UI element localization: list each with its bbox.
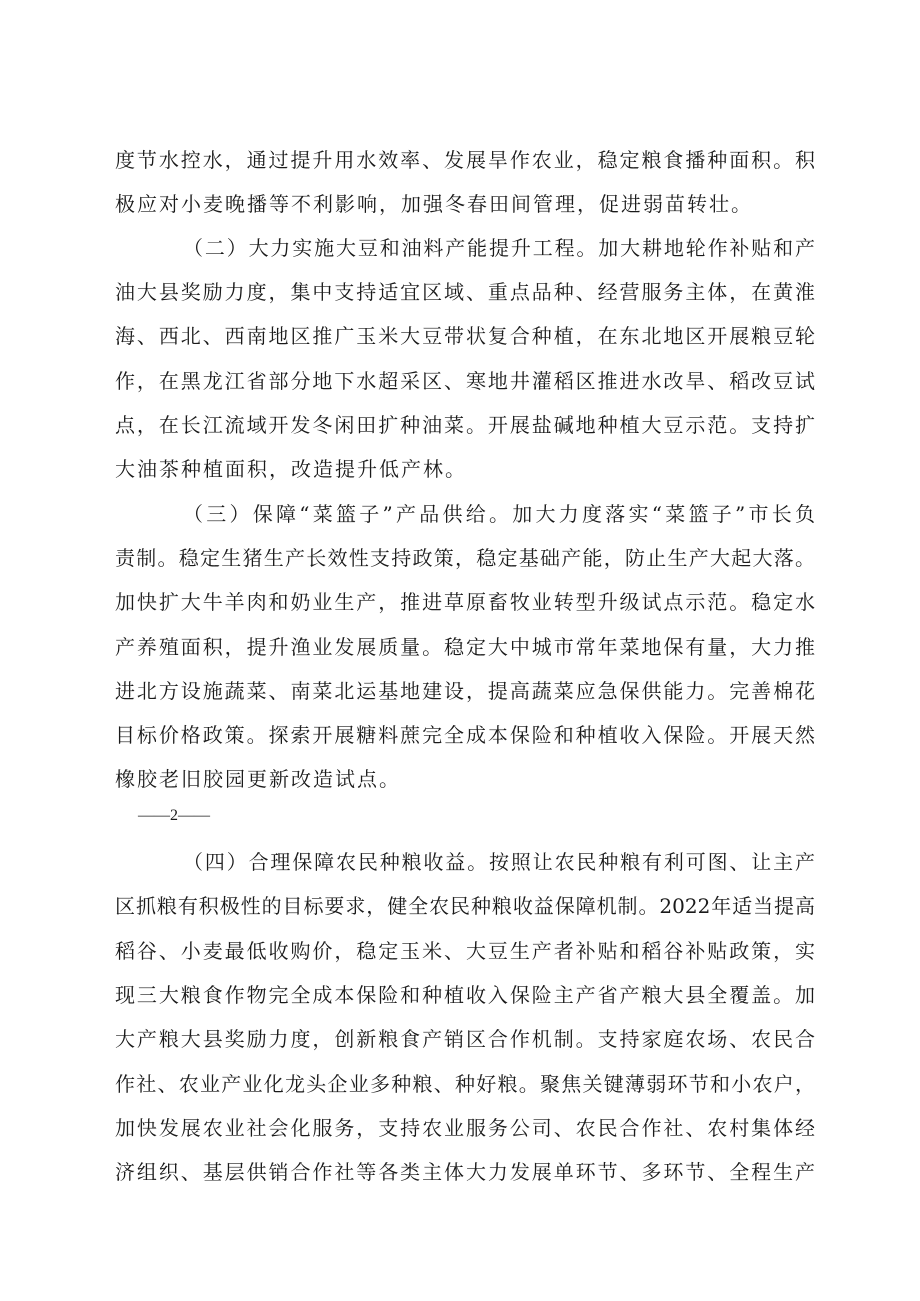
paragraph-2-line-6: 大油茶种植面积，改造提升低产林。 [115,457,467,481]
paragraph-3-line-2: 责制。稳定生猪生产长效性支持政策，稳定基础产能，防止生产大起大落。 [115,546,815,570]
paragraph-3-line-6: 目标价格政策。探索开展糖料蔗完全成本保险和种植收入保险。开展天然 [115,723,815,747]
paragraph-2-line-3: 海、西北、西南地区推广玉米大豆带状复合种植，在东北地区开展粮豆轮 [115,324,815,348]
paragraph-2-line-5: 点，在长江流域开发冬闲田扩种油菜。开展盐碱地种植大豆示范。支持扩 [115,413,815,437]
paragraph-3-line-7: 橡胶老旧胶园更新改造试点。 [115,767,401,791]
paragraph-2-line-2: 油大县奖励力度，集中支持适宜区域、重点品种、经营服务主体，在黄淮 [115,280,815,304]
paragraph-4-line-6: 作社、农业产业化龙头企业多种粮、种好粮。聚焦关键薄弱环节和小农户， [115,1072,815,1096]
paragraph-3-line-5: 进北方设施蔬菜、南菜北运基地建设，提高蔬菜应急保供能力。完善棉花 [115,679,815,703]
paragraph-4-line-4: 现三大粮食作物完全成本保险和种植收入保险主产省产粮大县全覆盖。加 [115,983,815,1007]
paragraph-4-line-1: （四）合理保障农民种粮收益。按照让农民种粮有利可图、让主产 [183,850,815,874]
paragraph-1-line-2: 极应对小麦晚播等不利影响，加强冬春田间管理，促进弱苗转壮。 [115,192,753,216]
paragraph-4-line-3: 稻谷、小麦最低收购价，稳定玉米、大豆生产者补贴和稻谷补贴政策，实 [115,939,815,963]
paragraph-3-line-4: 产养殖面积，提升渔业发展质量。稳定大中城市常年菜地保有量，大力推 [115,635,815,659]
paragraph-2-line-1: （二）大力实施大豆和油料产能提升工程。加大耕地轮作补贴和产 [183,236,815,260]
paragraph-4-line-5: 大产粮大县奖励力度，创新粮食产销区合作机制。支持家庭农场、农民合 [115,1027,815,1051]
paragraph-1-line-1: 度节水控水，通过提升用水效率、发展旱作农业，稳定粮食播种面积。积 [115,148,815,172]
paragraph-2-line-4: 作，在黑龙江省部分地下水超采区、寒地井灌稻区推进水改旱、稻改豆试 [115,369,815,393]
paragraph-3-line-1: （三）保障“菜篮子”产品供给。加大力度落实“菜篮子”市长负 [183,502,815,526]
page-number: ——2—— [138,807,210,824]
paragraph-4-line-8: 济组织、基层供销合作社等各类主体大力发展单环节、多环节、全程生产 [115,1160,815,1184]
paragraph-4-line-2: 区抓粮有积极性的目标要求，健全农民种粮收益保障机制。2022年适当提高 [115,894,815,918]
paragraph-4-line-7: 加快发展农业社会化服务，支持农业服务公司、农民合作社、农村集体经 [115,1116,815,1140]
paragraph-3-line-3: 加快扩大牛羊肉和奶业生产，推进草原畜牧业转型升级试点示范。稳定水 [115,590,815,614]
